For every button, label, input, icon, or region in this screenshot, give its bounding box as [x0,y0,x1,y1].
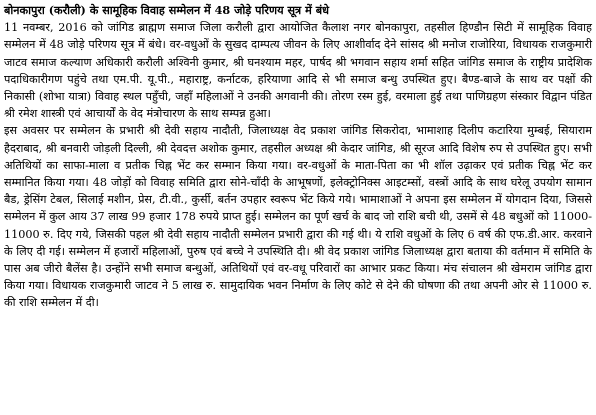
article-headline: बोनकापुरा (करौली) के सामूहिक विवाह सम्मेलन में 48 जोड़े परिणय सूत्र में बंधे [4,3,329,17]
article-paragraph-1: 11 नवम्बर, 2016 को जांगिड ब्राह्मण समाज जिला करौली द्वारा आयोजित कैलाश नगर बोनकापुरा, तहसील हिण्डौन सिटी में सामूहिक विवाह सम्मेलन में 48 जोड़े परिणय सूत्र में बंधे। वर-वधुओं के सुखद दाम्पत्य जीवन के लिए आशीर्वाद देने सांसद श्री मनोज राजोरिया, विधायक राजकुमारी जाटव समाज कल्याण अधिकारी करौली अश्विनी कुमार, श्री घनश्याम महर, पार्षद श्री भगवान सहाय शर्मा सहित जांगिड समाज के राष्ट्रीय प्रादेशिक पदाधिकारीगण पहुंचे तथा एम.पी. यू.पी., महाराष्ट्र, कर्नाटक, हरियाणा आदि से भी समाज बन्धु उपस्थित हुए। बैण्ड-बाजे के साथ वर पक्षों की निकासी (शोभा यात्रा) विवाह स्थल पहुँची, जहाँ महिलाओं ने उनकी अगवानी की। तोरण रस्म हुई, वरमाला हुई तथा पाणिग्रहण संस्कार विद्वान पंडित श्री रमेश शास्त्री एवं आचार्यों के वेद मंत्रोचारण के साथ सम्पन्न हुआ। [4,21,592,121]
article-paragraph-2: इस अवसर पर सम्मेलन के प्रभारी श्री देवी सहाय नादौती, जिलाध्यक्ष वेद प्रकाश जांगिड सिकरोदा, भामाशाह दिलीप कटारिया मुम्बई, सियाराम हैदराबाद, श्री बनवारी जोड़ली दिल्ली, श्री देवदत्त अशोक कुमार, तहसील अध्यक्ष श्री केदार जांगिड, श्री सूरज आदि विशेष रुप से उपस्थित हुए। सभी अतिथियों का साफा-माला व प्रतीक चिह्न भेंट कर सम्मान किया गया। वर-वधुओं के माता-पिता का भी शॉल उढ़ाकर एवं प्रतीक चिह्न भेंट कर सम्मानित किया गया। 48 जोड़ों को विवाह समिति द्वारा सोने-चाँदी के आभूषणों, इलेक्ट्रोनिक्स आइटम्सों, वस्त्रों आदि के साथ घरेलू उपयोग सामान बैड, ड्रेसिंग टेबल, सिलाई मशीन, प्रेस, टी.वी., कुर्सी, बर्तन उपहार स्वरूप भेंट किये गये। भामाशाओं ने अपना इस सम्मेलन में योगदान दिया, जिससे सम्मेलन में कुल आय 37 लाख 99 हजार 178 रुपये प्राप्त हुई। सम्मेलन का पूर्ण खर्च के बाद जो राशि बची थी, उसमें से 48 बधुओं को 11000-11000 रु. दिए गये, जिसकी पहल श्री देवी सहाय नादौती सम्मेलन प्रभारी द्वारा की गई थी। ये राशि वधुओं के लिए 6 वर्ष की एफ.डी.आर. करवाने के लिए दी गई। सम्मेलन में हजारों महिलाओं, पुरुष एवं बच्चे ने उपस्थिति दी। श्री वेद प्रकाश जांगिड जिलाध्यक्ष द्वारा बताया की वर्तमान में समिति के पास अब जीरो बैलेंस है। उन्होंने सभी समाज बन्धुओं, अतिथियों एवं वर-वधू परिवारों का आभार प्रकट किया। मंच संचालन श्री खेमराम जांगिड द्वारा किया गया। विधायक राजकुमारी जाटव ने 5 लाख रु. सामुदायिक भवन निर्माण के लिए कोटे से देने की घोषणा की तथा अपनी ओर से 11000 रु. की राशि सम्मेलन में दी। [4,124,592,310]
